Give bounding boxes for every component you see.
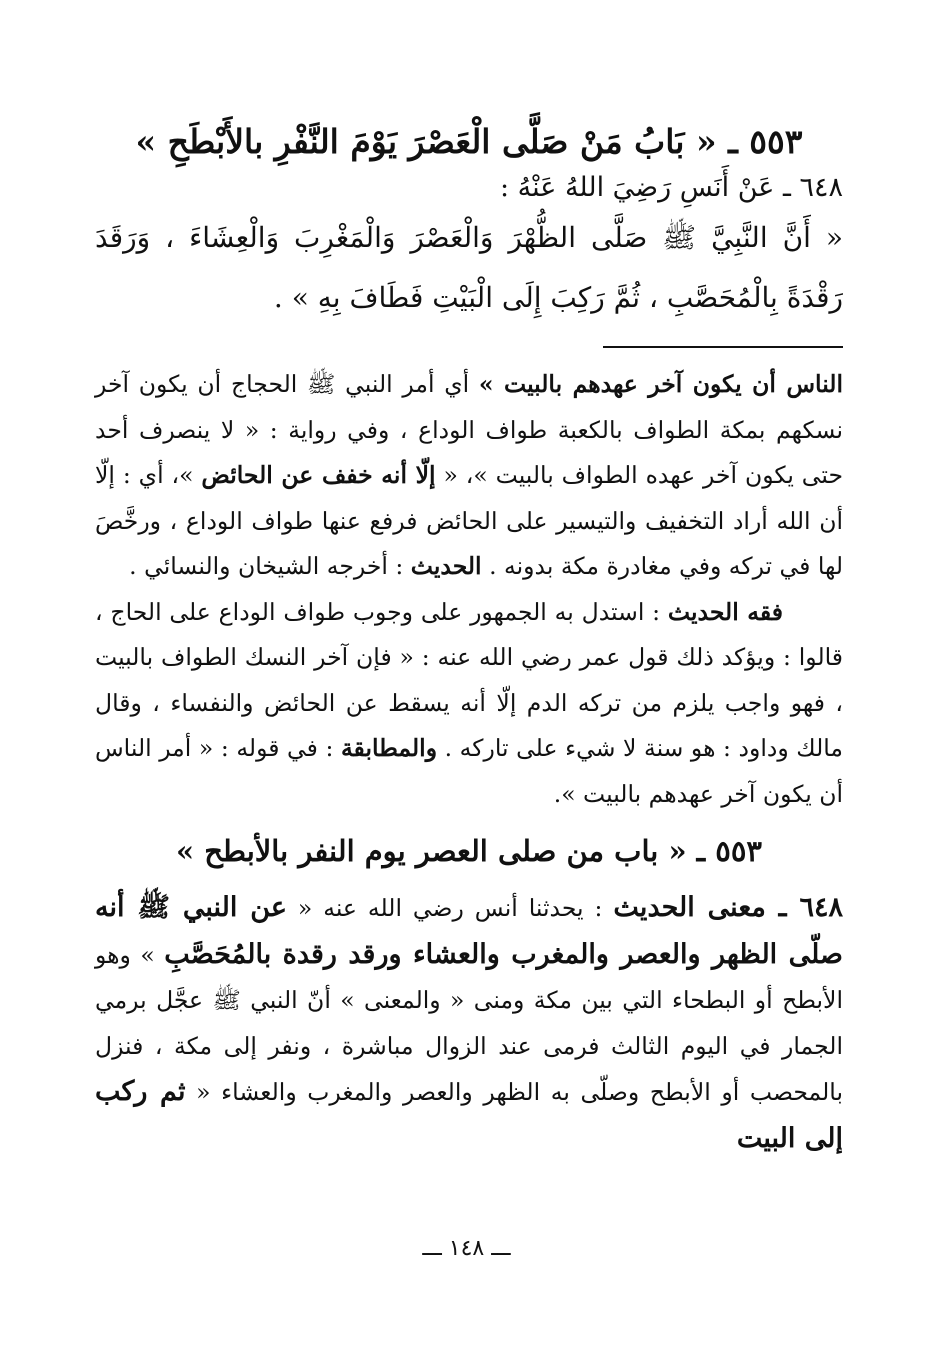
- commentary-bold: والمطابقة: [340, 734, 438, 762]
- commentary-text: أي أمر النبي ﷺ الحجاج أن يكون آخر نسكهم بمكة الطواف بالكعبة طواف الوداع ، وفي رواية : « لا ينصرف أحد حتى يكون آخر عهده الطواف بالبيت »، «: [95, 370, 843, 489]
- page-body: [95, 118, 843, 1162]
- hadith-text: « أَنَّ النَّبِيَّ ﷺ صَلَّى الظُّهْرَ وَالْعَصْرَ وَالْمَغْرِبَ وَالْعِشَاءَ ، وَرَقَدَ رَقْدَةً بِالْمُحَصَّبِ ، ثُمَّ رَكِبَ إِلَى الْبَيْتِ فَطَافَ بِهِ » .: [95, 221, 843, 314]
- page-number: ـــ ١٤٨ ـــ: [422, 1236, 511, 1261]
- meaning-number-label: ٦٤٨ ـ معنى الحديث: [613, 892, 843, 923]
- commentary-text: : استدل به الجمهور على وجوب طواف الوداع على الحاج ، قالوا : ويؤكد ذلك قول عمر رضي الله عنه : « فإن آخر النسك الطواف بالبيت ، فهو واجب يلزم من تركه الدم إلّا أنه يسقط عن الحائض والنفساء ، وقال مالك وداود : هو سنة لا شيء على تاركه .: [95, 597, 843, 762]
- commentary-text: : أخرجه الشيخان والنسائي .: [129, 552, 411, 580]
- commentary-text: : في قوله : « أمر الناس أن يكون آخر عهدهم بالبيت ».: [95, 734, 843, 808]
- commentary-paragraph-2: [95, 590, 843, 818]
- meaning-text: » وهو الأبطح أو البطحاء التي بين مكة ومنى « والمعنى » أنّ النبي ﷺ عجَّل برمي الجمار في اليوم الثالث فرمى عند الزوال مباشرة ، ونفر إلى مكة ، فنزل بالمحصب أو الأبطح وصلّى به الظهر والعصر والمغرب والعشاء «: [95, 940, 843, 1106]
- commentary-bold: الحديث: [410, 552, 482, 580]
- chapter-title-repeat: ٥٥٣ ـ « باب من صلى العصر يوم النفر بالأبطح »: [175, 834, 763, 868]
- meaning-bold: ثم ركب إلى البيت: [95, 1076, 843, 1154]
- commentary-paragraph-1: [95, 362, 843, 590]
- meaning-text: : يحدثنا أنس رضي الله عنه «: [286, 894, 614, 922]
- meaning-paragraph: [95, 885, 843, 1162]
- hadith-chain: ٦٤٨ ـ عَنْ أَنَسِ رَضِيَ اللهُ عَنْهُ :: [499, 172, 843, 203]
- commentary-bold: الناس أن يكون آخر عهدهم بالبيت »: [478, 370, 843, 398]
- commentary-bold: إلّا أنه خفف عن الحائض: [201, 461, 436, 489]
- chapter-title: ٥٥٣ ـ « بَابُ مَنْ صَلَّى الْعَصْرَ يَوْمَ النَّفْرِ بالأَبْطَحِ »: [135, 122, 803, 161]
- meaning-bold: عن النبي ﷺ أنه صلّى الظهر والعصر والمغرب والعشاء ورقد رقدة بالمُحَصَّبِ: [95, 892, 843, 970]
- commentary-text: »، أي : إلّا أن الله أراد التخفيف والتيسير على الحائض فرفع عنها طواف الوداع ، ورخَّصَ لها في تركه وفي مغادرة مكة بدونه .: [95, 461, 843, 580]
- footnote-divider: [603, 346, 843, 348]
- commentary-bold: فقه الحديث: [667, 597, 783, 626]
